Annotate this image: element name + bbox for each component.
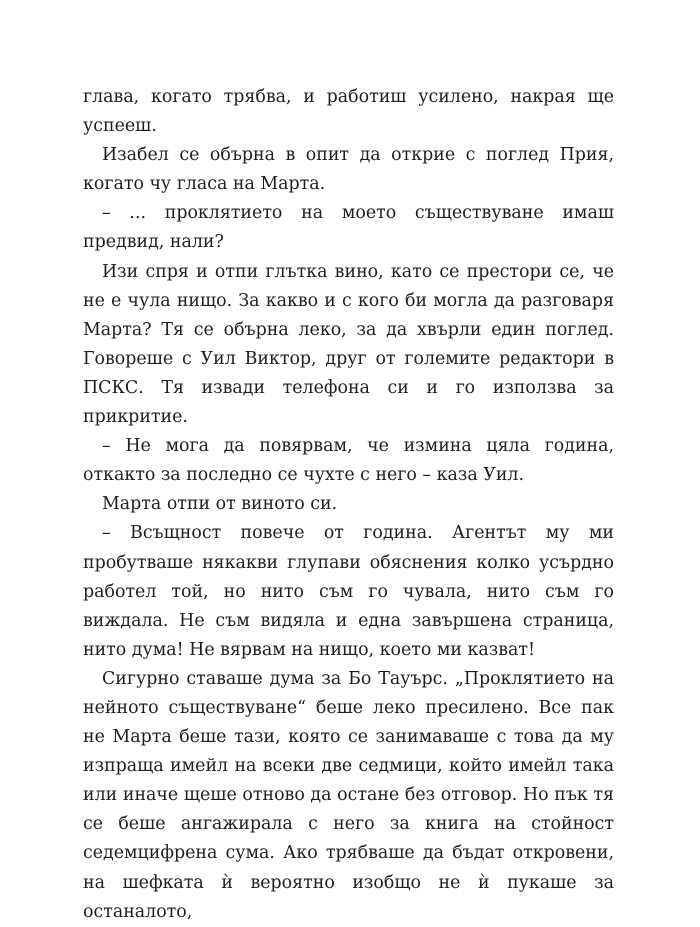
paragraph: Изабел се обърна в опит да открие с поглед Прия, когато чу гласа на Марта.	[83, 145, 614, 195]
paragraph: Марта отпи от виното си.	[102, 494, 338, 515]
paragraph: – Не мога да повярвам, че изминa цяла година, откакто за последно се чухте с него – каза Уил.	[83, 436, 614, 486]
paragraph: – ... проклятието на моето съществуване имаш предвид, нали?	[83, 203, 614, 253]
paragraph: Сигурно ставаше дума за Бо Тауърс. „Проклятието на нейното съществуване“ беше леко пресилено. Все пак не Марта беше тази, която се занимаваше с това да му изпраща имейл на всеки две седмици, който имейл така или иначе щеше отново да остане без отговор. Но пък тя се беше ангажирала с него за книга на стойност седемцифрена сума. Ако трябваше да бъдат откровени, на шефката ѝ вероятно изобщо не ѝ пукаше за останалото,	[83, 668, 614, 922]
paragraph: – Всъщност повече от година. Агентът му ми пробутваше някакви глупави обяснения колко усърдно работел той, но нито съм го чувала, нито съм го виждала. Не съм видяла и една завършена страница, нито дума! Не вярвам на нищо, което ми казват!	[83, 523, 614, 660]
paragraph: Изи спря и отпи глътка вино, като се престори се, че не е чула нищо. За какво и с кого би могла да разговаря Марта? Тя се обърна леко, за да хвърли един поглед. Говореше с Уил Виктор, друг от големите редактори в ПСКС. Тя извади телефона си и го използва за прикритие.	[83, 261, 614, 428]
paragraph: глава, когато трябва, и работиш усилено, накрая ще успееш.	[83, 87, 614, 137]
page-text	[83, 83, 614, 927]
